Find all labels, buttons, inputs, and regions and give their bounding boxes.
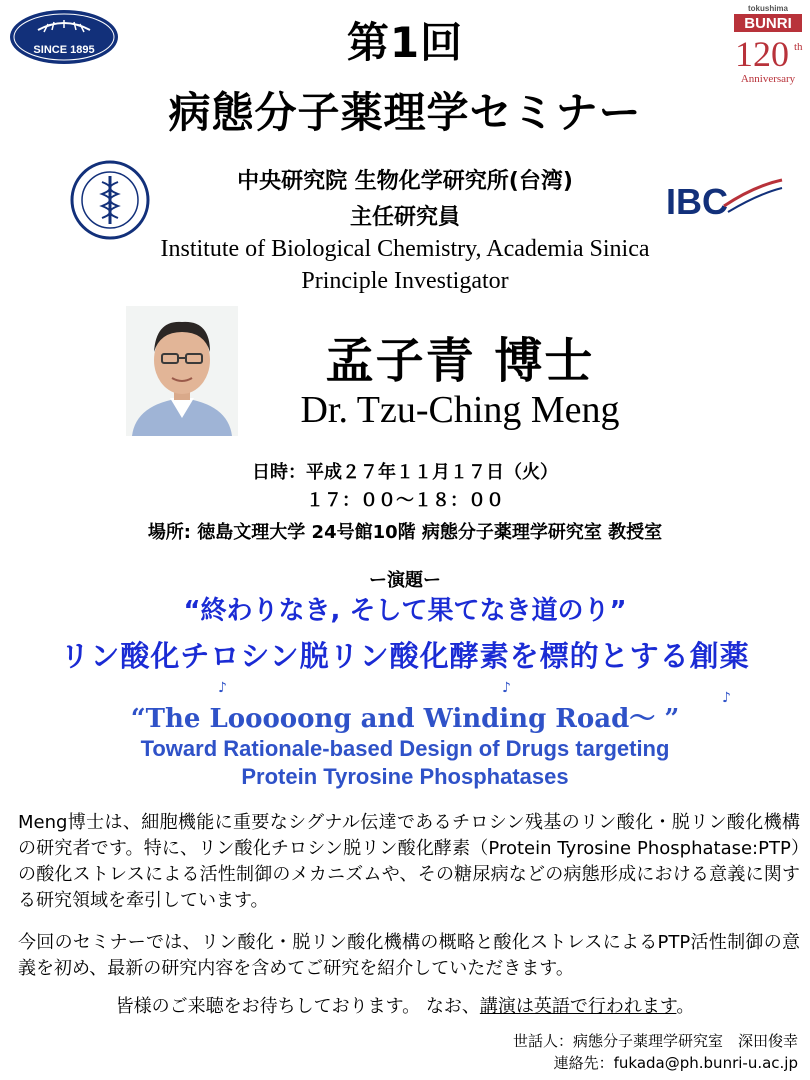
contact: 連絡先：fukada@ph.bunri-u.ac.jp (553, 1054, 798, 1072)
lecture-title-en-line3: Protein Tyrosine Phosphatases (241, 764, 569, 789)
svg-text:th: th (794, 41, 803, 53)
affiliation-jp: 中央研究院 生物化学研究所(台湾) (237, 169, 573, 194)
language-notice: 講演は英語で行われます (479, 996, 677, 1017)
music-note-icon: ♪ (722, 690, 731, 706)
lecture-title-jp-line1: “終わりなき, そして果てなき道のり” (183, 596, 627, 626)
position-en: Principle Investigator (301, 268, 509, 294)
seminar-series-title: 病態分子薬理学セミナー (168, 88, 642, 137)
lecture-title-en-line1: “The Looooong and Winding Road～ ” (130, 704, 680, 734)
seminar-number-title: 第1回 (346, 18, 464, 67)
seminar-description: 今回のセミナーでは、リン酸化・脱リン酸化機構の概略と酸化ストレスによるPTP活性制御の意義を初め、最新の研究内容を含めてご研究を紹介していただきます。 (18, 932, 800, 979)
speaker-introduction: Meng博士は、細胞機能に重要なシグナル伝達であるチロシン残基のリン酸化・脱リン酸化機構の研究者です。特に、リン酸化チロシン脱リン酸化酵素（Protein Tyrosine Phosphatase:PTP）の酸化ストレスによる活性制御のメカニズムや、その糖尿病などの病態形成における意義に関する研究領域を牽引しています。 (18, 812, 800, 911)
closing-period: 。 (676, 996, 695, 1017)
music-note-icon: ♪ (218, 680, 227, 696)
speaker-name-en: Dr. Tzu-Ching Meng (300, 389, 620, 431)
seminar-location: 場所: 徳島文理大学 24号館10階 病態分子薬理学研究室 教授室 (147, 522, 663, 543)
svg-text:IBC: IBC (666, 181, 728, 222)
music-note-icon: ♪ (502, 680, 511, 696)
speaker-photo (126, 306, 238, 436)
seminar-time: １７：００～１８：００ (306, 490, 504, 511)
seminar-date: 日時：平成２７年１１月１７日（火） (252, 462, 558, 483)
lecture-title-jp-line2: リン酸化チロシン脱リン酸化酵素を標的とする創薬 (60, 639, 750, 673)
lecture-title-en-line2: Toward Rationale-based Design of Drugs targeting (140, 736, 670, 761)
svg-text:SINCE 1895: SINCE 1895 (33, 44, 95, 56)
position-jp: 主任研究員 (349, 205, 460, 230)
speaker-name-jp: 孟子青 博士 (325, 333, 595, 389)
svg-text:BUNRI: BUNRI (744, 15, 792, 32)
svg-text:Anniversary: Anniversary (740, 73, 796, 85)
svg-text:tokushima: tokushima (747, 4, 789, 13)
closing-text: 皆様のご来聴をお待ちしております。 なお、 (115, 996, 480, 1017)
svg-text:120: 120 (735, 34, 789, 74)
closing-remark (0, 992, 810, 1018)
topic-heading: ー演題ー (369, 570, 441, 591)
affiliation-en: Institute of Biological Chemistry, Academia Sinica (160, 236, 650, 262)
organizer: 世話人：病態分子薬理学研究室 深田俊幸 (512, 1032, 798, 1050)
